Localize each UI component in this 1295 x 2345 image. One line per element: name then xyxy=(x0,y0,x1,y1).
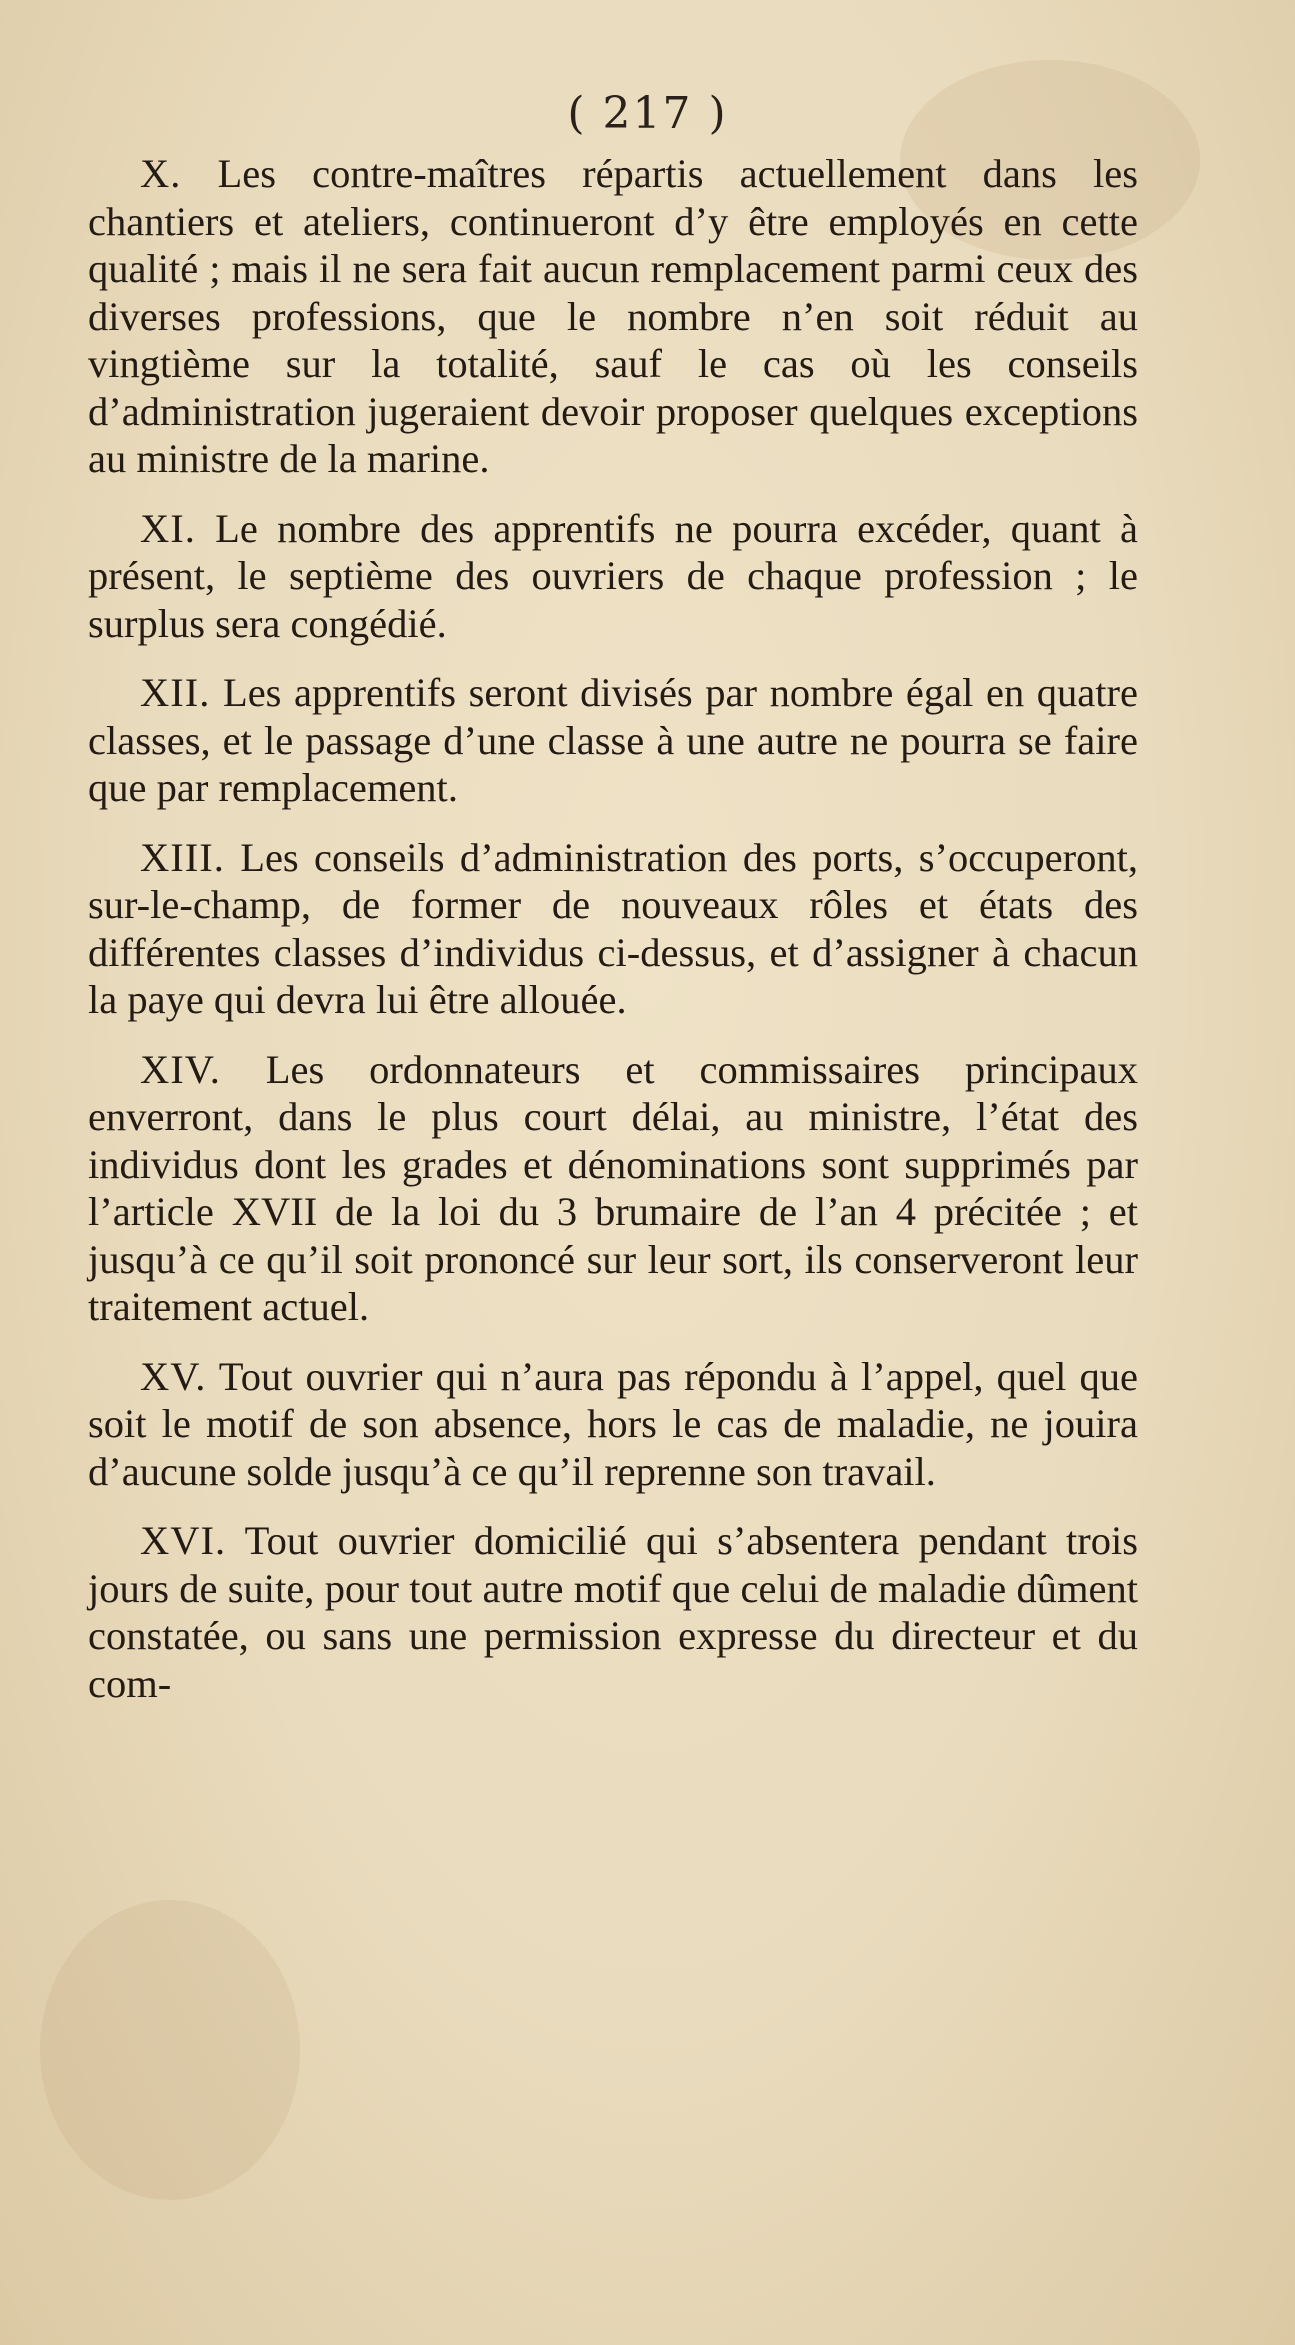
article-x xyxy=(88,150,1138,483)
article-number: XI. xyxy=(140,505,196,551)
article-number: XVI. xyxy=(140,1518,227,1563)
article-xvi xyxy=(88,1517,1138,1707)
article-xiv xyxy=(88,1046,1138,1331)
article-text: Le nombre des apprentifs ne pourra excéder, quant à présent, le septième des ouvriers de chaque profession ; le surplus sera congédié. xyxy=(88,505,1138,646)
article-text: Les conseils d’administration des ports, s’occuperont, sur-le-champ, de former de nouveaux rôles et états des différentes classes d’individus ci-dessus, et d’assigner à chacun la paye qui devra lui être allouée. xyxy=(88,834,1139,1022)
article-xii xyxy=(88,669,1138,812)
article-number: X. xyxy=(140,151,182,196)
article-text: Les contre-maîtres répartis actuellement dans les chantiers et ateliers, continueront d’y être employés en cette qualité ; mais il ne sera fait aucun remplacement parmi ceux des diverses professions, que le nombre n’en soit réduit au vingtième sur la totalité, sauf le cas où les conseils d’administration jugeraient devoir proposer quelques exceptions au ministre de la marine. xyxy=(88,151,1139,481)
article-xi xyxy=(88,505,1138,648)
article-number: XII. xyxy=(140,670,211,715)
article-number: XV. xyxy=(140,1353,207,1399)
article-xv xyxy=(88,1353,1138,1496)
article-text: Les apprentifs seront divisés par nombre égal en quatre classes, et le passage d’une classe à une autre ne pourra se faire que par remplacement. xyxy=(88,670,1138,810)
paper-stain xyxy=(40,1900,300,2200)
article-number: XIV. xyxy=(140,1046,221,1092)
page-number: ( 217 ) xyxy=(567,88,728,139)
article-xiii xyxy=(88,834,1138,1024)
article-text: Tout ouvrier qui n’aura pas répondu à l’appel, quel que soit le motif de son absence, hors le cas de maladie, ne jouira d’aucune solde jusqu’à ce qu’il reprenne son travail. xyxy=(88,1353,1138,1494)
article-text: Tout ouvrier domicilié qui s’absentera pendant trois jours de suite, pour tout autre motif que celui de maladie dûment constatée, ou sans une permission expresse du directeur et du com- xyxy=(88,1518,1138,1706)
article-number: XIII. xyxy=(140,834,225,880)
article-text: Les ordonnateurs et commissaires principaux enverront, dans le plus court délai, au ministre, l’état des individus dont les grades et dénominations sont supprimés par l’article XVII de la loi du 3 brumaire de l’an 4 précitée ; et jusqu’à ce qu’il soit prononcé sur leur sort, ils conserveront leur traitement actuel. xyxy=(88,1046,1139,1329)
page-body xyxy=(88,150,1138,1707)
